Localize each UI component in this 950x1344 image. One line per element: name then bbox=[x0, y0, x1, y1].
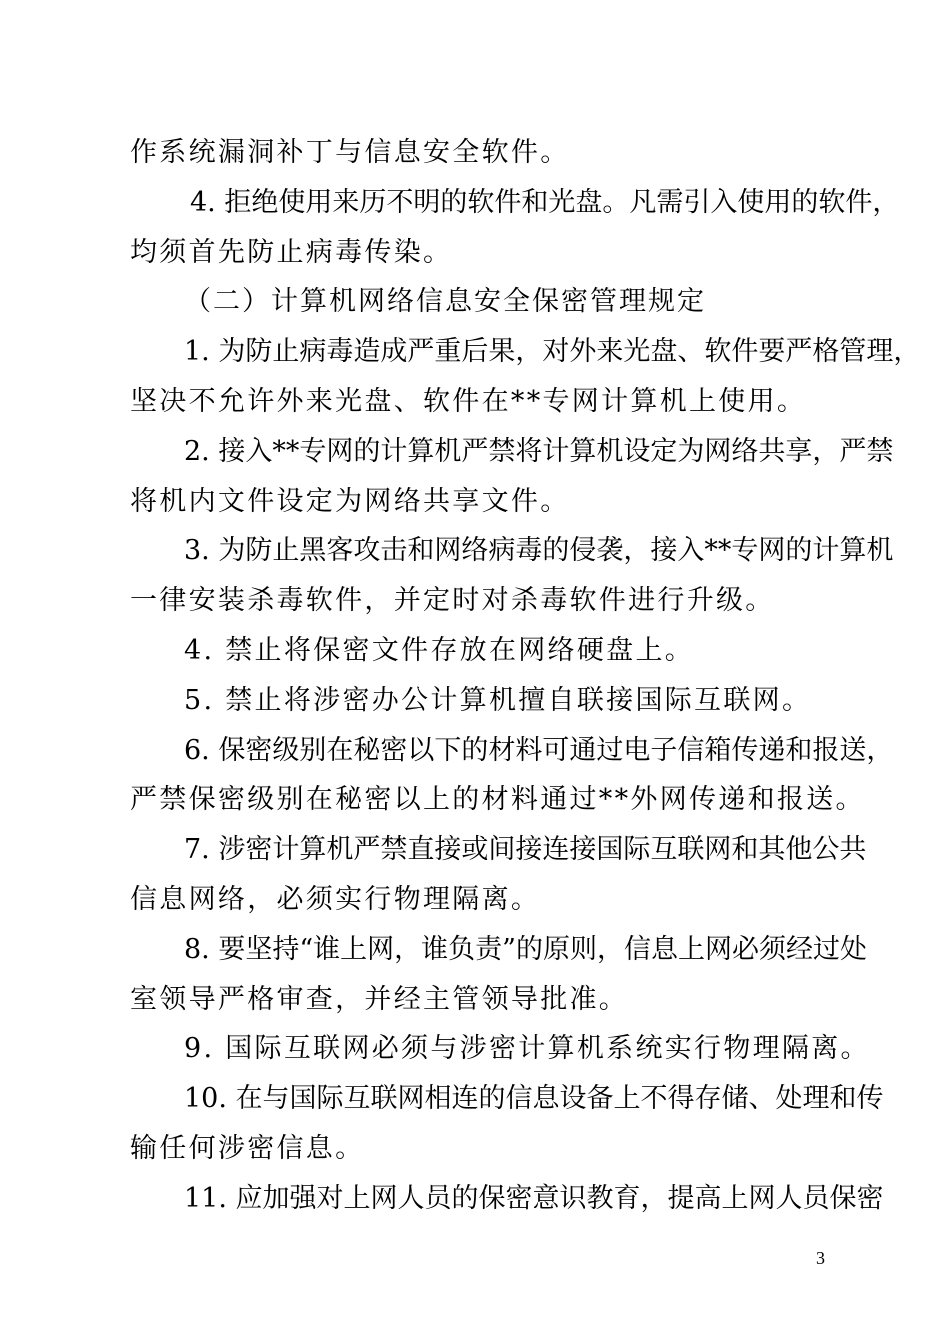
text-line: 3. 为防止黑客攻击和网络病毒的侵袭，接入**专网的计算机 bbox=[184, 535, 894, 567]
text-line: 2. 接入**专网的计算机严禁将计算机设定为网络共享，严禁 bbox=[184, 435, 894, 467]
text-line: 4. 禁止将保密文件存放在网络硬盘上。 bbox=[184, 634, 695, 666]
document-body bbox=[130, 128, 921, 1224]
text-line: 作系统漏洞补丁与信息安全软件。 bbox=[130, 137, 570, 168]
text-line: 室领导严格审查，并经主管领导批准。 bbox=[130, 983, 629, 1015]
text-line: 6. 保密级别在秘密以下的材料可通过电子信箱传递和报送， bbox=[184, 734, 894, 766]
text-line: 5. 禁止将涉密办公计算机擅自联接国际互联网。 bbox=[184, 684, 812, 716]
text-line: 一律安装杀毒软件，并定时对杀毒软件进行升级。 bbox=[130, 585, 775, 617]
section-heading: （二）计算机网络信息安全保密管理规定 bbox=[184, 286, 706, 318]
text-line: 坚决不允许外来光盘、软件在**专网计算机上使用。 bbox=[130, 385, 807, 417]
text-line: 严禁保密级别在秘密以上的材料通过**外网传递和报送。 bbox=[130, 784, 865, 816]
page-number: 3 bbox=[816, 1248, 825, 1268]
text-line: 输任何涉密信息。 bbox=[130, 1132, 365, 1164]
text-line: 7. 涉密计算机严禁直接或间接连接国际互联网和其他公共 bbox=[184, 834, 867, 866]
text-line: 10. 在与国际互联网相连的信息设备上不得存储、处理和传 bbox=[184, 1083, 884, 1115]
text-line: 均须首先防止病毒传染。 bbox=[130, 236, 453, 268]
text-line: 9. 国际互联网必须与涉密计算机系统实行物理隔离。 bbox=[184, 1033, 870, 1065]
text-line: 4. 拒绝使用来历不明的软件和光盘。凡需引入使用的软件， bbox=[190, 186, 900, 218]
text-line: 将机内文件设定为网络共享文件。 bbox=[130, 485, 570, 517]
text-line: 11. 应加强对上网人员的保密意识教育，提高上网人员保密 bbox=[184, 1182, 884, 1214]
text-line: 8. 要坚持“谁上网，谁负责”的原则，信息上网必须经过处 bbox=[184, 933, 867, 965]
text-line: 信息网络，必须实行物理隔离。 bbox=[130, 883, 541, 915]
text-line: 1. 为防止病毒造成严重后果，对外来光盘、软件要严格管理， bbox=[184, 336, 921, 368]
